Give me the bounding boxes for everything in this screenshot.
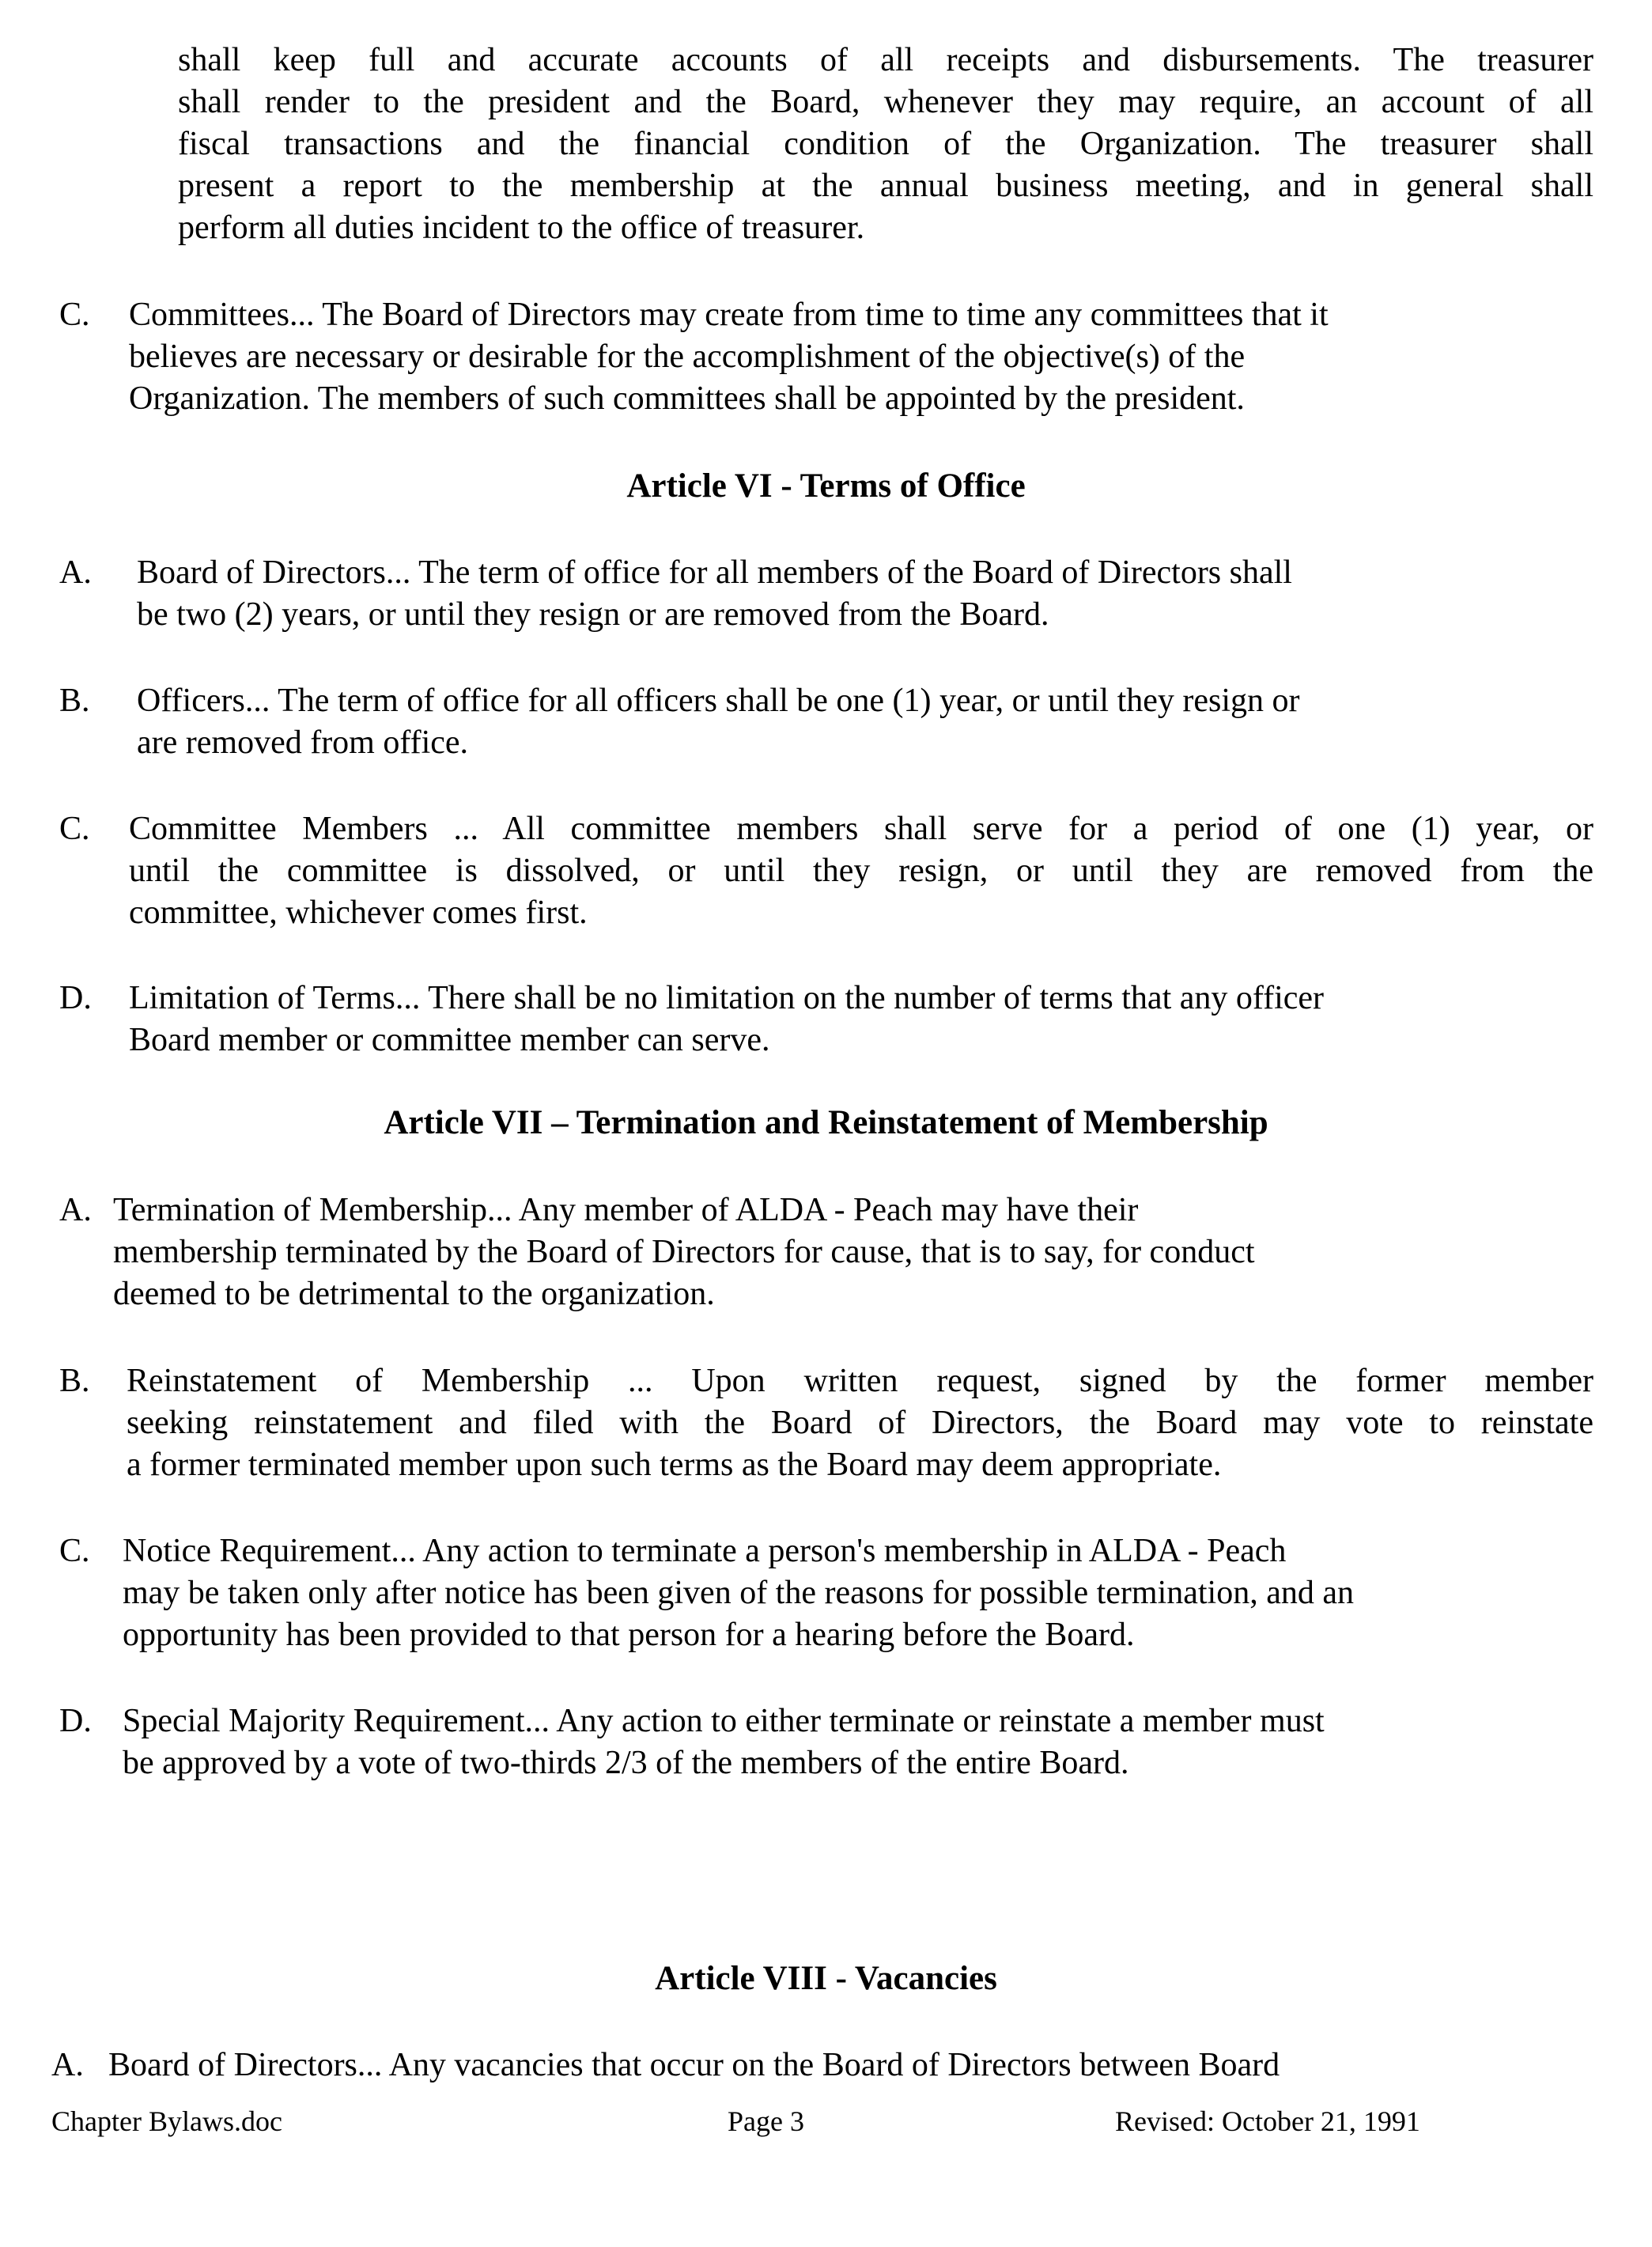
item-line: Board of Directors... The term of office for all members of the Board of Directors shall [137, 554, 1292, 591]
item-letter: C. [59, 1533, 90, 1569]
item-line: a former terminated member upon such terms as the Board may deem appropriate. [127, 1447, 1222, 1483]
item-line: seeking reinstatement and filed with the Board of Directors, the Board may vote to reinstate [127, 1405, 1593, 1441]
footer-page-number: Page 3 [728, 2105, 804, 2137]
item-line: Officers... The term of office for all officers shall be one (1) year, or until they resign or [137, 683, 1300, 719]
item-letter: A. [59, 554, 92, 591]
item-letter: D. [59, 980, 92, 1016]
treasurer-paragraph [178, 40, 1593, 249]
item-line: Special Majority Requirement... Any action to either terminate or reinstate a member must [123, 1703, 1325, 1739]
item-line: deemed to be detrimental to the organization. [113, 1276, 715, 1312]
item-line: be approved by a vote of two-thirds 2/3 of the members of the entire Board. [123, 1745, 1129, 1781]
item-line: Limitation of Terms... There shall be no limitation on the number of terms that any officer [129, 980, 1325, 1016]
footer-revised-date: Revised: October 21, 1991 [1115, 2105, 1420, 2137]
paragraph-line: perform all duties incident to the office of treasurer. [178, 210, 865, 246]
item-line: be two (2) years, or until they resign or are removed from the Board. [137, 596, 1049, 633]
item-letter: B. [59, 683, 90, 719]
item-line: Reinstatement of Membership ... Upon written request, signed by the former member [127, 1363, 1593, 1399]
item-letter: C. [59, 297, 90, 333]
paragraph-line: present a report to the membership at the annual business meeting, and in general shall [178, 168, 1593, 204]
item-line: Organization. The members of such committees shall be appointed by the president. [129, 380, 1245, 417]
paragraph-line: shall keep full and accurate accounts of all receipts and disbursements. The treasurer [178, 42, 1593, 78]
item-line: are removed from office. [137, 724, 469, 761]
item-letter: A. [51, 2047, 84, 2083]
article-vi-heading: Article VI - Terms of Office [626, 467, 1026, 505]
article-vii-heading: Article VII – Termination and Reinstatement of Membership [384, 1104, 1268, 1141]
item-letter: C. [59, 811, 90, 847]
item-line: believes are necessary or desirable for the accomplishment of the objective(s) of the [129, 339, 1246, 375]
item-line: opportunity has been provided to that person for a hearing before the Board. [123, 1617, 1135, 1653]
item-line: Board of Directors... Any vacancies that occur on the Board of Directors between Board [108, 2047, 1280, 2083]
item-line: until the committee is dissolved, or until they resign, or until they are removed from the [129, 853, 1593, 889]
item-line: committee, whichever comes first. [129, 895, 588, 931]
item-line: Committees... The Board of Directors may create from time to time any committees that it [129, 297, 1329, 333]
item-line: Notice Requirement... Any action to terminate a person's membership in ALDA - Peach [123, 1533, 1287, 1569]
item-letter: A. [59, 1192, 92, 1228]
item-line: Termination of Membership... Any member of ALDA - Peach may have their [113, 1192, 1139, 1228]
paragraph-line: shall render to the president and the Board, whenever they may require, an account of all [178, 84, 1593, 120]
article-viii-heading: Article VIII - Vacancies [655, 1960, 997, 1997]
footer-filename: Chapter Bylaws.doc [51, 2105, 282, 2137]
item-letter: B. [59, 1363, 90, 1399]
item-line: Committee Members ... All committee members shall serve for a period of one (1) year, or [129, 811, 1593, 847]
item-line: membership terminated by the Board of Directors for cause, that is to say, for conduct [113, 1234, 1255, 1270]
paragraph-line: fiscal transactions and the financial condition of the Organization. The treasurer shall [178, 126, 1593, 162]
item-line: may be taken only after notice has been given of the reasons for possible termination, and an [123, 1575, 1354, 1611]
item-line: Board member or committee member can serve. [129, 1022, 770, 1058]
item-letter: D. [59, 1703, 92, 1739]
